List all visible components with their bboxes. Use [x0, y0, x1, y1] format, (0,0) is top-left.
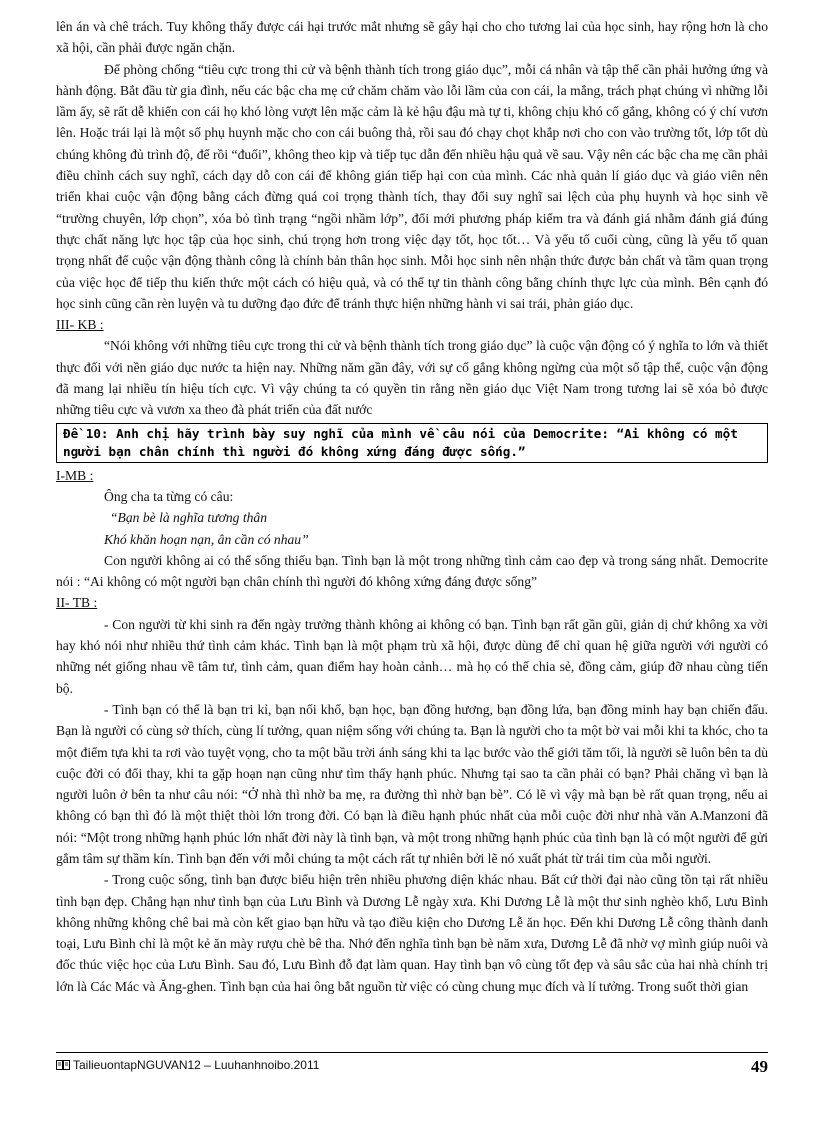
tb-paragraph-3: - Trong cuộc sống, tình bạn được biểu hiện trên nhiều phương diện khác nhau. Bất cứ thời đại nào cũng tồn tại rất nhiều tình bạn đẹp. Chẳng hạn như tình bạn của Lưu Bình và Dương Lễ ngày xưa. Khi Dương Lễ là một thư sinh nghèo khổ, Lưu Bình không những không chê bai mà còn kết giao bạn hữu và tạo điều kiện cho Dương Lễ ăn học. Đến khi Dương Lễ công thành danh toại, Lưu Bình chỉ là một kẻ ăn mày rượu chè bê tha. Nhớ đến nghĩa tình bạn bè năm xưa, Dương Lễ đã nhờ vợ mình giúp nuôi và đốc thúc việc học của Lưu Bình. Sau đó, Lưu Bình đỗ đạt làm quan. Hay tình bạn vô cùng tốt đẹp và sâu sắc của hai nhà chính trị lớn là Các Mác và Ăng-ghen. Tình bạn của hai ông bắt nguồn từ việc có cùng chung mục đích và lí tưởng. Trong suốt thời gian [56, 872, 768, 994]
paragraph-continuation: lên án và chê trách. Tuy không thấy được cái hại trước mắt nhưng sẽ gây hại cho cho tương lai của học sinh, hay rộng hơn là cho xã hội, cần phải được ngăn chặn. [56, 19, 768, 56]
tb-paragraph-2: - Tình bạn có thể là bạn tri kỉ, bạn nối khố, bạn học, bạn đồng hương, bạn đồng lứa, bạn đồng minh hay bạn chiến đấu. Bạn là người có cùng sở thích, cùng lí tưởng, quan niệm sống với chúng ta. Bạn là người cho ta một bờ vai mỗi khi ta khóc, cho ta một điểm tựa khi ta rơi vào tuyệt vọng, cho ta một bầu trời ánh sáng khi ta lạc bước vào thế giới tăm tối, là người sẽ luôn bên ta dù cuộc đời có đổi thay, khi ta gặp hoạn nạn cũng như tìm thấy hạnh phúc. Nhưng tại sao ta cần phải có bạn? Phải chăng vì bạn là người luôn ở bên ta như câu nói: “Ở nhà thì nhờ ba mẹ, ra đường thì nhờ bạn bè”. Có lẽ vì vậy mà bạn bè rất quan trọng, nếu ai không có bạn thì đó là một thiệt thòi lớn trong đời. Có bạn là điều hạnh phúc nhất của mỗi cuộc đời như nhà văn A.Manzoni đã nói: “Một trong những hạnh phúc lớn nhất đời này là tình bạn, và một trong những hạnh phúc của tình bạn là có một người để gửi gắm tâm sự thầm kín. Tình bạn đến với mỗi chúng ta một cách rất tự nhiên bởi lẽ nó xuất phát từ trái tim của mỗi người. [56, 701, 768, 866]
book-icon [56, 1060, 70, 1070]
quote-line-2: Khó khăn hoạn nạn, ân cần có nhau” [104, 531, 309, 547]
quote-line-1: “Bạn bè là nghĩa tương thân [110, 510, 268, 526]
footer-left [56, 1058, 319, 1072]
page-footer [56, 1052, 768, 1083]
topic-box: Đề 10: Anh chị hãy trình bày suy nghĩ của mình về câu nói của Democrite: “Ai không có một người bạn chân chính thì người đó không xứng đáng được sống.” [56, 423, 768, 463]
paragraph-prevention: Để phòng chống “tiêu cực trong thi cử và bệnh thành tích trong giáo dục”, mỗi cá nhân và tập thể cần phải hưởng ứng và hành động. Bắt đầu từ gia đình, nếu các bậc cha mẹ cứ chăm chăm vào lỗi lầm của con cái, la mắng, trách phạt chúng vì những lỗi lầm ấy, sẽ rất dễ khiến con cái họ khó lòng vượt lên mặc cảm là kẻ hậu đậu mà tự ti, không chịu khó cố gắng, không có ý chí vươn lên. Hoặc trái lại là một số phụ huynh mặc cho con cái buông thả, rồi sau đó chạy chọt khắp nơi cho con vào trường tốt, lớp tốt dù chúng không đủ trình độ, để rồi “đuối”, không theo kịp và tiếp tục dẫn đến nhiều hậu quả về sau. Vậy nên các bậc cha mẹ cần phải điều chỉnh cách suy nghĩ, cách dạy dỗ con cái để không gián tiếp hại con của mình. Các nhà quản lí giáo dục và giáo viên nên triển khai cuộc vận động bằng cách đừng quá coi trọng thành tích, thay đổi suy nghĩ sai lệch của phụ huynh và học sinh về “trường chuyên, lớp chọn”, xóa bỏ tình trạng “ngồi nhầm lớp”, đổi mới phương pháp kiểm tra và đánh giá nhằm đánh giá đúng thực chất năng lực học tập của học sinh, chú trọng hơn trong việc dạy tốt, học tốt… Và yếu tố cuối cùng, cũng là yếu tố quan trọng nhất để cuộc vận động thành công là chính bản thân học sinh. Mỗi học sinh nên nhận thức được bản chất và tầm quan trọng của việc học để tiếp thu kiến thức một cách có hiệu quả, và có thể tự tin thành công bằng chính thực lực của mình. Bên cạnh đó học sinh cũng cần rèn luyện và tu dưỡng đạo đức để tránh thực hiện những hành vi sai trái, phản giáo dục. [56, 61, 768, 311]
document-page [56, 16, 768, 997]
section-heading-mb: I-MB : [56, 467, 94, 483]
tb-paragraph-1: - Con người từ khi sinh ra đến ngày trưởng thành không ai không có bạn. Tình bạn rất gần gũi, giản dị chứ không xa vời hay khó nói như nhiều thứ tình cảm khác. Tình bạn là một phạm trù xã hội, được dùng để chỉ quan hệ giữa người với người có những nét giống nhau về tâm tư, tình cảm, quan điểm hay hoàn cảnh… mà họ có thể chia sẻ, đồng cảm, giúp đỡ nhau cùng tiến bộ. [56, 616, 768, 696]
footer-source-text: TailieuontapNGUVAN12 – Luuhanhnoibo.2011 [73, 1058, 320, 1072]
mb-paragraph: Con người không ai có thể sống thiếu bạn. Tình bạn là một trong những tình cảm cao đẹp và trong sáng nhất. Democrite nói : “Ai không có một người bạn chân chính thì người đó không xứng đáng được sống” [56, 552, 768, 590]
section-heading-tb: II- TB : [56, 595, 98, 611]
page-number: 49 [751, 1057, 768, 1076]
mb-intro: Ông cha ta từng có câu: [104, 488, 234, 504]
section-heading-kb: III- KB : [56, 317, 104, 333]
paragraph-conclusion: “Nói không với những tiêu cực trong thi cử và bệnh thành tích trong giáo dục” là cuộc vận động có ý nghĩa to lớn và thiết thực đối với nền giáo dục nước ta hiện nay. Những năm gần đây, với sự cố gắng không ngừng của một số tập thể, cuộc vận động đã mang lại nhiều tín hiệu tích cực. Vì vậy chúng ta có quyền tin rằng nền giáo dục Việt Nam trong tương lai sẽ xóa bỏ được những tiêu cực và vươn xa theo đà phát triển của đất nước [56, 338, 768, 418]
